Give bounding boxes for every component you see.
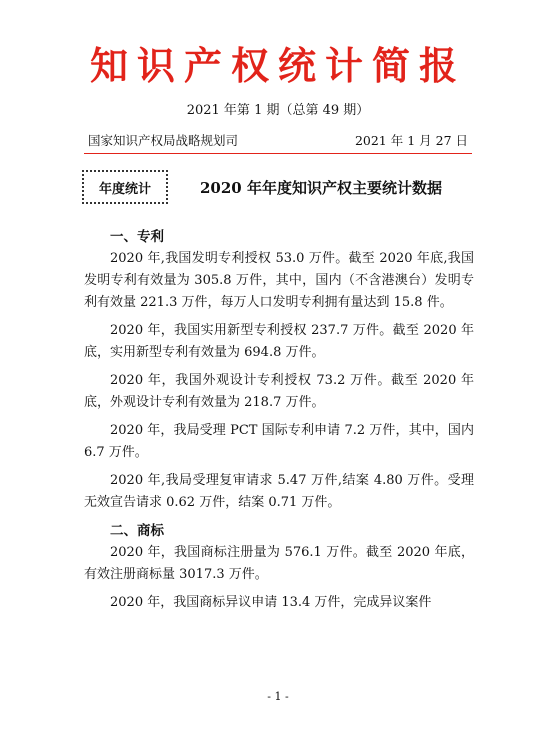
trademarks-paragraph-2: 2020 年，我国商标异议申请 13.4 万件，完成异议案件 [110,595,432,610]
article-title: 2020 年年度知识产权主要统计数据 [200,179,442,197]
patents-paragraph-4: 2020 年，我局受理 PCT 国际专利申请 7.2 万件，其中，国内 6.7 万件。 [84,423,474,460]
patents-paragraph-3: 2020 年，我国外观设计专利授权 73.2 万件。截至 2020 年底，外观设计专利有效量为 218.7 万件。 [84,373,474,410]
masthead-title: 知识产权统计简报 [89,43,466,88]
publisher-org: 国家知识产权局战略规划司 [88,133,239,148]
section-heading-trademarks: 二、商标 [110,523,164,539]
header-divider [84,153,472,154]
trademarks-paragraph-1: 2020 年，我国商标注册量为 576.1 万件。截至 2020 年底，有效注册商标量 3017.3 万件。 [84,545,474,582]
publish-date: 2021 年 1 月 27 日 [354,133,468,148]
section-tag: 年度统计 [82,170,168,204]
patents-paragraph-5: 2020 年,我局受理复审请求 5.47 万件,结案 4.80 万件。受理无效宣告请求 0.62 万件，结案 0.71 万件。 [84,473,474,510]
patents-paragraph-2: 2020 年，我国实用新型专利授权 237.7 万件。截至 2020 年底，实用新型专利有效量为 694.8 万件。 [84,323,474,360]
issue-number: 2021 年第 1 期（总第 49 期） [186,103,370,118]
patents-paragraph-1: 2020 年,我国发明专利授权 53.0 万件。截至 2020 年底,我国发明专利有效量为 305.8 万件，其中，国内（不含港澳台）发明专利有效量 221.3 万件，每万人口发明专利拥有量达到 15.8 件。 [84,251,474,310]
article-body [84,226,474,620]
section-heading-patents: 一、专利 [110,229,164,245]
page-number: - 1 - [267,690,289,703]
